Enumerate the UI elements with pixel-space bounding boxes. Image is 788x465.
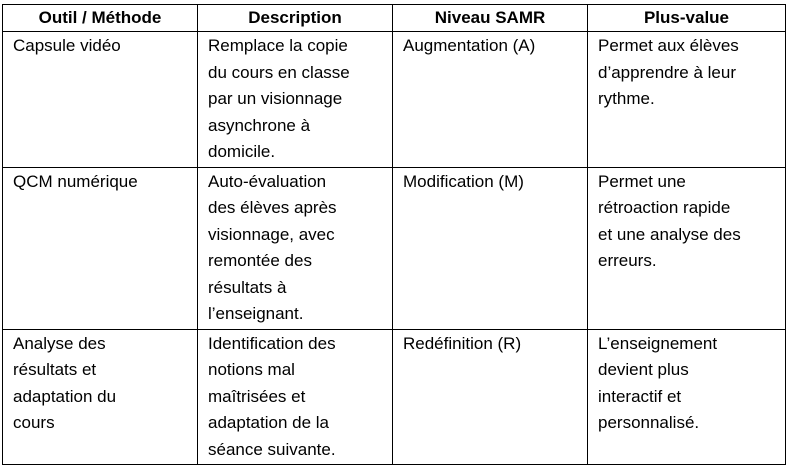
cell-text-line: Augmentation (A)	[403, 36, 536, 55]
cell-text-line: adaptation du	[13, 386, 117, 406]
table-row	[3, 329, 786, 465]
cell-text-line: erreurs.	[598, 251, 657, 270]
cell-samr-level	[393, 167, 588, 329]
cell-added-value	[588, 329, 786, 465]
cell-text-line: séance suivante.	[208, 439, 336, 459]
samr-table	[2, 4, 786, 465]
cell-text-line: Capsule vidéo	[13, 36, 121, 55]
cell-text-line: Analyse des	[13, 333, 106, 353]
cell-text-line: du cours en classe	[208, 62, 350, 82]
cell-text-line: visionnage, avec	[208, 224, 335, 244]
cell-text-line: Permet une	[598, 171, 686, 191]
cell-text-line: devient plus	[598, 360, 689, 379]
cell-text-line: Identification des	[208, 333, 336, 353]
cell-text-line: remontée des	[208, 251, 312, 270]
cell-text-line: Auto-évaluation	[208, 171, 327, 191]
cell-text-line: cours	[13, 413, 55, 432]
cell-text-line: L’enseignement	[598, 333, 718, 353]
cell-text-line: personnalisé.	[598, 413, 700, 432]
cell-added-value	[588, 167, 786, 329]
table-row	[3, 167, 786, 329]
cell-samr-level	[393, 329, 588, 465]
cell-text-line: Remplace la copie	[208, 36, 348, 55]
cell-text-line: Permet aux élèves	[598, 36, 739, 55]
cell-text-line: d’apprendre à leur	[598, 62, 736, 82]
cell-added-value	[588, 32, 786, 168]
cell-text-line: Modification (M)	[403, 171, 524, 191]
cell-text-line: rétroaction rapide	[598, 198, 731, 217]
cell-text-line: par un visionnage	[208, 89, 343, 108]
cell-text-line: rythme.	[598, 89, 655, 108]
cell-tool	[3, 32, 198, 168]
cell-tool	[3, 329, 198, 465]
cell-text-line: résultats à	[208, 277, 287, 297]
cell-text-line: adaptation de la	[208, 413, 329, 432]
header-added-value: Plus-value	[588, 5, 786, 32]
cell-text-line: des élèves après	[208, 198, 337, 217]
table-row	[3, 32, 786, 168]
cell-text-line: asynchrone à	[208, 115, 311, 135]
cell-text-line: maîtrisées et	[208, 386, 306, 406]
header-tool: Outil / Méthode	[3, 5, 198, 32]
cell-text-line: l’enseignant.	[208, 304, 304, 323]
cell-text-line: et une analyse des	[598, 224, 741, 244]
cell-text-line: domicile.	[208, 142, 276, 161]
header-samr-level: Niveau SAMR	[393, 5, 588, 32]
cell-samr-level	[393, 32, 588, 168]
cell-description	[198, 32, 393, 168]
cell-tool	[3, 167, 198, 329]
cell-description	[198, 329, 393, 465]
header-row	[3, 5, 786, 32]
cell-description	[198, 167, 393, 329]
cell-text-line: QCM numérique	[13, 171, 138, 191]
header-description: Description	[198, 5, 393, 32]
cell-text-line: notions mal	[208, 360, 295, 379]
cell-text-line: résultats et	[13, 360, 97, 379]
cell-text-line: Redéfinition (R)	[403, 333, 522, 353]
cell-text-line: interactif et	[598, 386, 682, 406]
